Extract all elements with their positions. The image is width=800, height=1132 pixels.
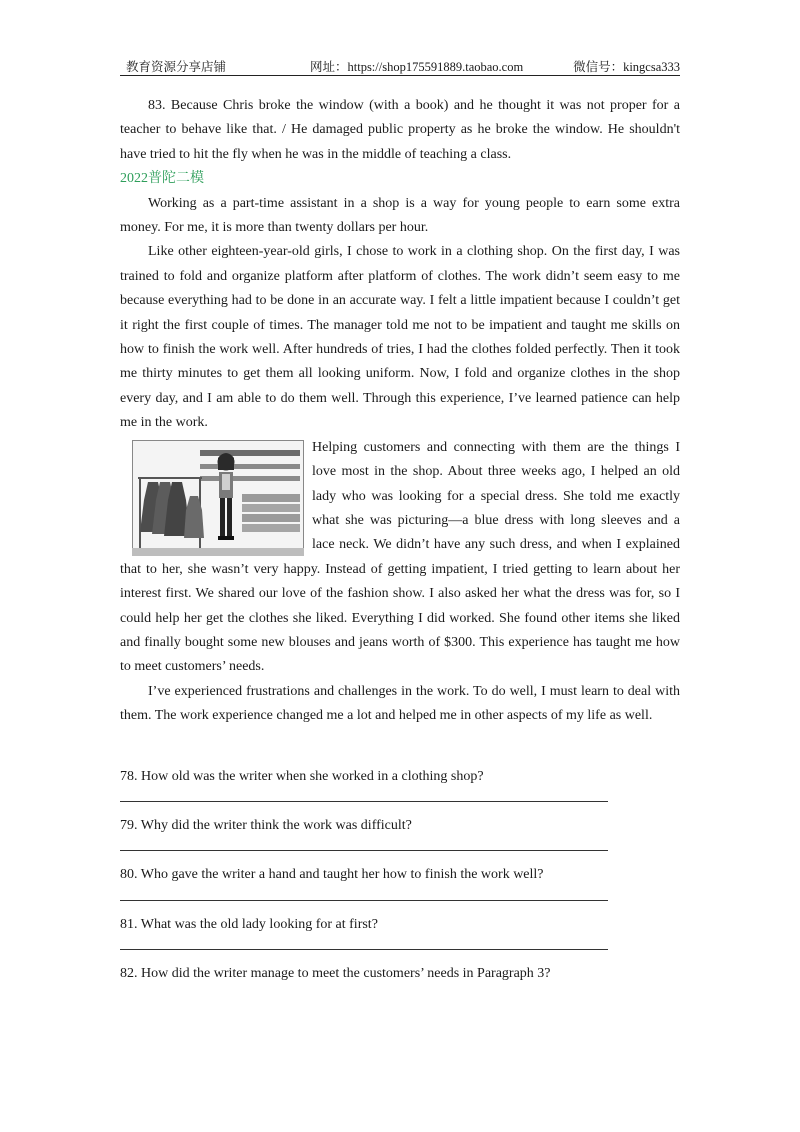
passage-paragraph-3: Helping customers and connecting with them are the things I love most in the shop. About three weeks ago, I helped an old lady who was looking for a special dress. She told me exactly what she was picturing—a blue dress with long sleeves and a lace neck. We didn’t have any such dress, and when I explained that to her, she wasn’t very happy. Instead of getting impatient, I tried getting to learn about her interest first. We shared our love of the fashion show. I also asked her what the dress was for, so I could help her get the clothes she liked. Everything I did worked. She found other items she liked and finally bought some new blouses and jeans worth of $300. This experience has taught me how to meet customers’ needs. bbox=[120, 439, 680, 675]
header-url: 网址：https://shop175591889.taobao.com bbox=[310, 60, 524, 74]
header-wechat: 微信号：kingcsa333 bbox=[573, 60, 680, 74]
question-list bbox=[120, 765, 680, 987]
question-80: 80. Who gave the writer a hand and taught her how to finish the work well? bbox=[120, 867, 544, 883]
page-header bbox=[120, 55, 680, 76]
answer-83: 83. Because Chris broke the window (with a book) and he thought it was not proper for a teacher to behave like that. / He damaged public property as he broke the window. He shouldn't have tried to hit the fly when he was in the middle of teaching a class. bbox=[120, 98, 680, 162]
question-78: 78. How old was the writer when she worked in a clothing shop? bbox=[120, 768, 484, 784]
passage-paragraph-1: Working as a part-time assistant in a shop is a way for young people to earn some extra money. For me, it is more than twenty dollars per hour. bbox=[120, 195, 680, 236]
question-79: 79. Why did the writer think the work was difficult? bbox=[120, 817, 412, 833]
passage-paragraph-4: I’ve experienced frustrations and challenges in the work. To do well, I must learn to deal with them. The work experience changed me a lot and helped me in other aspects of my life as well. bbox=[120, 683, 680, 724]
page-content bbox=[120, 94, 680, 987]
section-title: 2022普陀二模 bbox=[120, 171, 204, 187]
answer-line-80[interactable] bbox=[120, 900, 608, 901]
answer-line-81[interactable] bbox=[120, 949, 608, 950]
clothing-shop-illustration bbox=[132, 440, 304, 556]
answer-line-79[interactable] bbox=[120, 850, 608, 851]
question-82: 82. How did the writer manage to meet the customers’ needs in Paragraph 3? bbox=[120, 966, 551, 982]
passage-paragraph-2: Like other eighteen-year-old girls, I chose to work in a clothing shop. On the first day, I was trained to fold and organize platform after platform of clothes. The work didn’t seem easy to me because everything had to be done in an accurate way. I felt a little impatient because I couldn’t get it right the first couple of times. The manager told me not to be impatient and taught me skills on how to finish the work well. After hundreds of tries, I had the clothes folded perfectly. Then it took me thirty minutes to get them all looking uniform. Now, I fold and organize clothes in the shop every day, and I am able to do them well. Through this experience, I’ve learned patience can help me in the work. bbox=[120, 244, 680, 431]
answer-line-78[interactable] bbox=[120, 801, 608, 802]
header-shop-name: 教育资源分享店铺 bbox=[126, 60, 227, 74]
question-81: 81. What was the old lady looking for at first? bbox=[120, 916, 378, 932]
